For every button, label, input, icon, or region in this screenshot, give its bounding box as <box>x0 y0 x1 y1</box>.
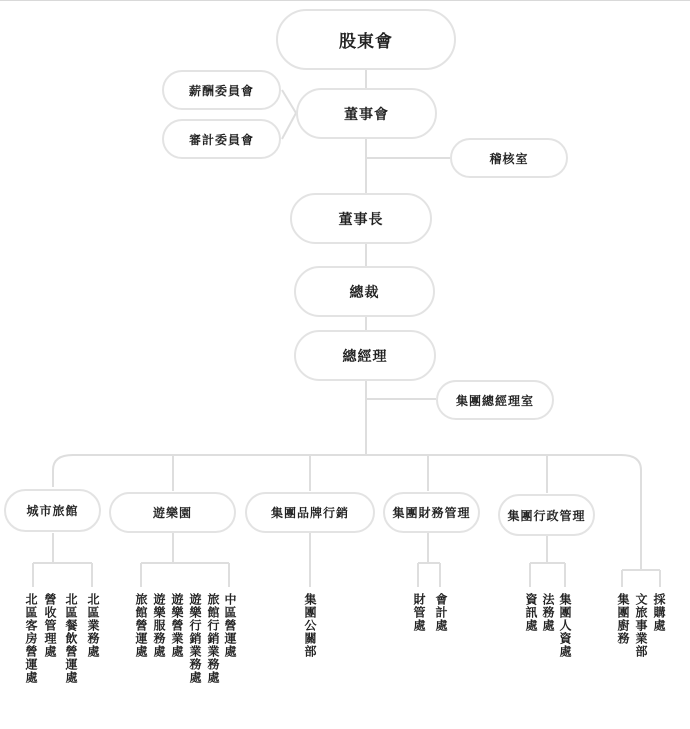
unit-legal: 法務處 <box>541 593 555 632</box>
unit-accounting: 會計處 <box>434 593 448 632</box>
unit-park-marketing: 遊樂行銷業務處 <box>188 593 202 684</box>
unit-group-kitchen: 集團廚務 <box>616 593 630 645</box>
division-administration: 集團行政管理 <box>498 494 595 536</box>
unit-it: 資訊處 <box>524 593 538 632</box>
unit-hotel-ops: 旅館營運處 <box>134 593 148 658</box>
board-node: 董事會 <box>296 88 437 139</box>
division-amusement-park: 遊樂園 <box>109 492 236 533</box>
president-node: 總裁 <box>294 266 435 317</box>
division-finance: 集團財務管理 <box>383 492 480 533</box>
shareholders-node: 股東會 <box>276 9 456 70</box>
unit-hotel-marketing: 旅館行銷業務處 <box>206 593 220 684</box>
audit-committee-node: 審計委員會 <box>162 119 281 159</box>
division-brand-marketing: 集團品牌行銷 <box>245 492 375 533</box>
division-city-hotel: 城市旅館 <box>4 489 101 532</box>
compensation-committee-node: 薪酬委員會 <box>162 70 281 110</box>
unit-park-service: 遊樂服務處 <box>152 593 166 658</box>
internal-audit-node: 稽核室 <box>450 138 568 178</box>
unit-group-pr: 集團公關部 <box>303 593 317 658</box>
gm-office-node: 集團總經理室 <box>436 380 554 420</box>
unit-north-fb-ops: 北區餐飲營運處 <box>64 593 78 684</box>
unit-purchasing: 採購處 <box>652 593 666 632</box>
general-manager-node: 總經理 <box>294 330 436 381</box>
unit-north-room-ops: 北區客房營運處 <box>24 593 38 684</box>
unit-central-ops: 中區營運處 <box>223 593 237 658</box>
unit-group-hr: 集團人資處 <box>558 593 572 658</box>
chairman-node: 董事長 <box>290 193 432 244</box>
unit-revenue-mgmt: 營收管理處 <box>43 593 57 658</box>
unit-culture-travel: 文旅事業部 <box>634 593 648 658</box>
unit-park-business: 遊樂營業處 <box>170 593 184 658</box>
unit-north-sales: 北區業務處 <box>86 593 100 658</box>
unit-finance-mgmt: 財管處 <box>412 593 426 632</box>
